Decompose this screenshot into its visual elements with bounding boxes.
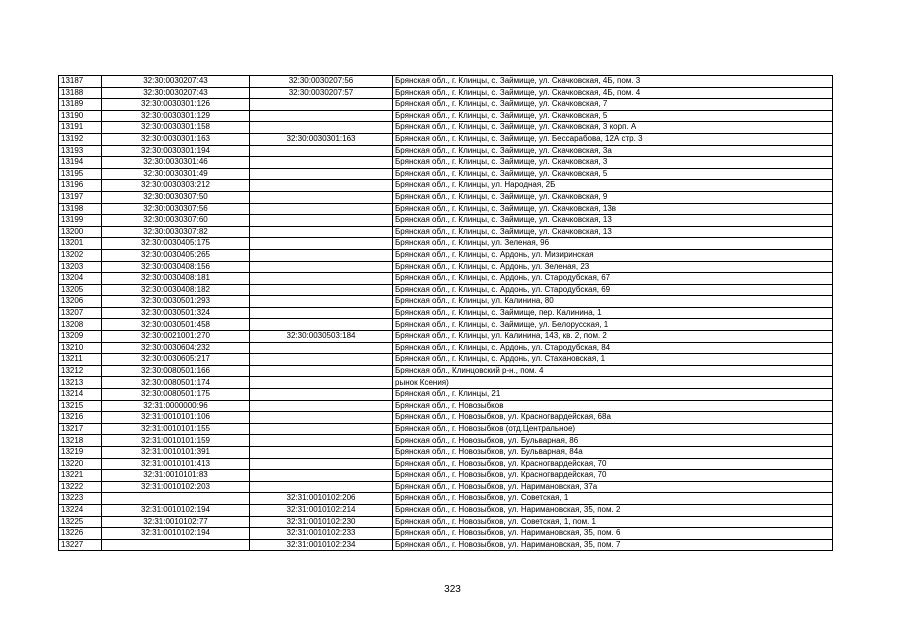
table-row bbox=[59, 145, 833, 157]
cadastral-number-cell: 32:31:0010101:159 bbox=[102, 435, 250, 447]
cadastral-number-cell: 32:30:0080501:175 bbox=[102, 389, 250, 401]
parent-cadastral-number-cell bbox=[250, 145, 393, 157]
parent-cadastral-number-cell bbox=[250, 458, 393, 470]
parent-cadastral-number-cell bbox=[250, 435, 393, 447]
table-row bbox=[59, 447, 833, 459]
parent-cadastral-number-cell bbox=[250, 365, 393, 377]
address-cell: Брянская обл., г. Новозыбков, ул. Наримановская, 35, пом. 2 bbox=[393, 504, 833, 516]
cadastral-number-cell: 32:30:0030301:126 bbox=[102, 99, 250, 111]
address-cell: Брянская обл., г. Клинцы, с. Ардонь, ул. Стародубская, 84 bbox=[393, 342, 833, 354]
table-row bbox=[59, 110, 833, 122]
parent-cadastral-number-cell bbox=[250, 99, 393, 111]
parent-cadastral-number-cell bbox=[250, 354, 393, 366]
row-number-cell: 13197 bbox=[59, 191, 102, 203]
parent-cadastral-number-cell: 32:31:0010102:206 bbox=[250, 493, 393, 505]
row-number-cell: 13214 bbox=[59, 389, 102, 401]
cadastral-number-cell: 32:30:0030301:49 bbox=[102, 168, 250, 180]
address-cell: Брянская обл., г. Клинцы, с. Займище, ул. Белорусская, 1 bbox=[393, 319, 833, 331]
address-cell: Брянская обл., г. Клинцы, ул. Зеленая, 96 bbox=[393, 238, 833, 250]
address-cell: Брянская обл., г. Новозыбков, ул. Красногвардейская, 70 bbox=[393, 470, 833, 482]
table-row bbox=[59, 157, 833, 169]
table-row bbox=[59, 516, 833, 528]
row-number-cell: 13205 bbox=[59, 284, 102, 296]
row-number-cell: 13210 bbox=[59, 342, 102, 354]
table-row bbox=[59, 87, 833, 99]
row-number-cell: 13217 bbox=[59, 423, 102, 435]
address-cell: Брянская обл., г. Новозыбков, ул. Красногвардейская, 70 bbox=[393, 458, 833, 470]
row-number-cell: 13209 bbox=[59, 331, 102, 343]
parent-cadastral-number-cell bbox=[250, 296, 393, 308]
row-number-cell: 13218 bbox=[59, 435, 102, 447]
address-cell: Брянская обл., г. Клинцы, ул. Калинина, 143, кв. 2, пом. 2 bbox=[393, 331, 833, 343]
row-number-cell: 13204 bbox=[59, 273, 102, 285]
address-cell: Брянская обл., г. Клинцы, с. Займище, ул. Скачковская, 3 корп. А bbox=[393, 122, 833, 134]
parent-cadastral-number-cell bbox=[250, 470, 393, 482]
parent-cadastral-number-cell bbox=[250, 238, 393, 250]
parent-cadastral-number-cell bbox=[250, 377, 393, 389]
table-row bbox=[59, 133, 833, 145]
row-number-cell: 13202 bbox=[59, 249, 102, 261]
cadastral-number-cell: 32:30:0030408:182 bbox=[102, 284, 250, 296]
parent-cadastral-number-cell bbox=[250, 215, 393, 227]
row-number-cell: 13222 bbox=[59, 481, 102, 493]
cadastral-number-cell: 32:30:0030307:82 bbox=[102, 226, 250, 238]
row-number-cell: 13213 bbox=[59, 377, 102, 389]
row-number-cell: 13223 bbox=[59, 493, 102, 505]
table-row bbox=[59, 539, 833, 551]
cadastral-number-cell: 32:30:0030307:60 bbox=[102, 215, 250, 227]
table-row bbox=[59, 458, 833, 470]
table-row bbox=[59, 342, 833, 354]
table-row bbox=[59, 528, 833, 540]
address-cell: Брянская обл., г. Клинцы, с. Ардонь, ул. Стахановская, 1 bbox=[393, 354, 833, 366]
cadastral-number-cell bbox=[102, 539, 250, 551]
parent-cadastral-number-cell: 32:31:0010102:230 bbox=[250, 516, 393, 528]
row-number-cell: 13207 bbox=[59, 307, 102, 319]
cadastral-number-cell: 32:30:0030605:217 bbox=[102, 354, 250, 366]
row-number-cell: 13193 bbox=[59, 145, 102, 157]
register-table-body bbox=[59, 76, 833, 551]
parent-cadastral-number-cell: 32:30:0030207:56 bbox=[250, 76, 393, 88]
parent-cadastral-number-cell: 32:30:0030301:163 bbox=[250, 133, 393, 145]
row-number-cell: 13216 bbox=[59, 412, 102, 424]
address-cell: Брянская обл., г. Клинцы, с. Займище, ул. Бессарабова, 12А стр. 3 bbox=[393, 133, 833, 145]
cadastral-number-cell: 32:30:0030405:175 bbox=[102, 238, 250, 250]
table-row bbox=[59, 319, 833, 331]
property-register-table bbox=[58, 75, 833, 551]
parent-cadastral-number-cell bbox=[250, 412, 393, 424]
row-number-cell: 13190 bbox=[59, 110, 102, 122]
address-cell: Брянская обл., г. Новозыбков, ул. Советская, 1, пом. 1 bbox=[393, 516, 833, 528]
row-number-cell: 13194 bbox=[59, 157, 102, 169]
address-cell: Брянская обл., г. Клинцы, с. Ардонь, ул. Зеленая, 23 bbox=[393, 261, 833, 273]
row-number-cell: 13226 bbox=[59, 528, 102, 540]
address-cell: Брянская обл., Клинцовский р-н., пом. 4 bbox=[393, 365, 833, 377]
table-row bbox=[59, 400, 833, 412]
table-row bbox=[59, 203, 833, 215]
cadastral-number-cell: 32:30:0030501:293 bbox=[102, 296, 250, 308]
table-row bbox=[59, 365, 833, 377]
parent-cadastral-number-cell bbox=[250, 249, 393, 261]
row-number-cell: 13215 bbox=[59, 400, 102, 412]
parent-cadastral-number-cell: 32:30:0030207:57 bbox=[250, 87, 393, 99]
cadastral-number-cell: 32:30:0080501:174 bbox=[102, 377, 250, 389]
table-row bbox=[59, 296, 833, 308]
row-number-cell: 13203 bbox=[59, 261, 102, 273]
table-row bbox=[59, 99, 833, 111]
table-row bbox=[59, 377, 833, 389]
page-number: 323 bbox=[444, 584, 461, 595]
cadastral-number-cell: 32:31:0010102:77 bbox=[102, 516, 250, 528]
cadastral-number-cell: 32:30:0030207:43 bbox=[102, 87, 250, 99]
table-row bbox=[59, 226, 833, 238]
parent-cadastral-number-cell bbox=[250, 307, 393, 319]
table-row bbox=[59, 261, 833, 273]
cadastral-number-cell: 32:31:0010101:413 bbox=[102, 458, 250, 470]
table-row bbox=[59, 249, 833, 261]
address-cell: Брянская обл., г. Новозыбков, ул. Красногвардейская, 68а bbox=[393, 412, 833, 424]
address-cell: рынок Ксения) bbox=[393, 377, 833, 389]
table-row bbox=[59, 76, 833, 88]
address-cell: Брянская обл., г. Клинцы, с. Займище, ул. Скачковская, 13в bbox=[393, 203, 833, 215]
row-number-cell: 13200 bbox=[59, 226, 102, 238]
address-cell: Брянская обл., г. Новозыбков, ул. Бульварная, 86 bbox=[393, 435, 833, 447]
parent-cadastral-number-cell bbox=[250, 168, 393, 180]
cadastral-number-cell: 32:31:0010101:106 bbox=[102, 412, 250, 424]
row-number-cell: 13192 bbox=[59, 133, 102, 145]
table-row bbox=[59, 238, 833, 250]
address-cell: Брянская обл., г. Клинцы, с. Займище, ул. Скачковская, 3 bbox=[393, 157, 833, 169]
parent-cadastral-number-cell bbox=[250, 481, 393, 493]
row-number-cell: 13195 bbox=[59, 168, 102, 180]
cadastral-number-cell: 32:31:0010101:155 bbox=[102, 423, 250, 435]
address-cell: Брянская обл., г. Новозыбков, ул. Наримановская, 37а bbox=[393, 481, 833, 493]
address-cell: Брянская обл., г. Клинцы, с. Ардонь, ул. Мизиринская bbox=[393, 249, 833, 261]
cadastral-number-cell: 32:30:0030207:43 bbox=[102, 76, 250, 88]
parent-cadastral-number-cell bbox=[250, 319, 393, 331]
cadastral-number-cell: 32:30:0030301:163 bbox=[102, 133, 250, 145]
cadastral-number-cell: 32:30:0030604:232 bbox=[102, 342, 250, 354]
cadastral-number-cell: 32:31:0010101:83 bbox=[102, 470, 250, 482]
parent-cadastral-number-cell bbox=[250, 157, 393, 169]
row-number-cell: 13198 bbox=[59, 203, 102, 215]
address-cell: Брянская обл., г. Клинцы, 21 bbox=[393, 389, 833, 401]
address-cell: Брянская обл., г. Клинцы, ул. Калинина, 80 bbox=[393, 296, 833, 308]
row-number-cell: 13201 bbox=[59, 238, 102, 250]
cadastral-number-cell: 32:31:0010102:203 bbox=[102, 481, 250, 493]
cadastral-number-cell: 32:30:0021001:270 bbox=[102, 331, 250, 343]
address-cell: Брянская обл., г. Клинцы, с. Займище, ул. Скачковская, 3а bbox=[393, 145, 833, 157]
cadastral-number-cell: 32:30:0030408:156 bbox=[102, 261, 250, 273]
parent-cadastral-number-cell bbox=[250, 191, 393, 203]
row-number-cell: 13211 bbox=[59, 354, 102, 366]
cadastral-number-cell bbox=[102, 493, 250, 505]
row-number-cell: 13191 bbox=[59, 122, 102, 134]
parent-cadastral-number-cell bbox=[250, 389, 393, 401]
address-cell: Брянская обл., г. Клинцы, с. Займище, ул. Скачковская, 13 bbox=[393, 226, 833, 238]
parent-cadastral-number-cell bbox=[250, 400, 393, 412]
address-cell: Брянская обл., г. Клинцы, с. Займище, ул. Скачковская, 9 bbox=[393, 191, 833, 203]
row-number-cell: 13188 bbox=[59, 87, 102, 99]
cadastral-number-cell: 32:30:0030405:265 bbox=[102, 249, 250, 261]
cadastral-number-cell: 32:30:0030303:212 bbox=[102, 180, 250, 192]
address-cell: Брянская обл., г. Клинцы, с. Займище, пер. Калинина, 1 bbox=[393, 307, 833, 319]
parent-cadastral-number-cell: 32:30:0030503:184 bbox=[250, 331, 393, 343]
table-row bbox=[59, 168, 833, 180]
table-row bbox=[59, 331, 833, 343]
table-row bbox=[59, 180, 833, 192]
address-cell: Брянская обл., г. Новозыбков, ул. Бульварная, 84а bbox=[393, 447, 833, 459]
row-number-cell: 13206 bbox=[59, 296, 102, 308]
row-number-cell: 13189 bbox=[59, 99, 102, 111]
cadastral-number-cell: 32:30:0030408:181 bbox=[102, 273, 250, 285]
address-cell: Брянская обл., г. Клинцы, с. Займище, ул. Скачковская, 5 bbox=[393, 110, 833, 122]
address-cell: Брянская обл., г. Новозыбков, ул. Наримановская, 35, пом. 6 bbox=[393, 528, 833, 540]
parent-cadastral-number-cell bbox=[250, 226, 393, 238]
parent-cadastral-number-cell bbox=[250, 447, 393, 459]
table-row bbox=[59, 215, 833, 227]
cadastral-number-cell: 32:30:0030307:50 bbox=[102, 191, 250, 203]
row-number-cell: 13224 bbox=[59, 504, 102, 516]
row-number-cell: 13221 bbox=[59, 470, 102, 482]
address-cell: Брянская обл., г. Новозыбков, ул. Советская, 1 bbox=[393, 493, 833, 505]
table-row bbox=[59, 493, 833, 505]
address-cell: Брянская обл., г. Клинцы, с. Займище, ул. Скачковская, 4Б, пом. 4 bbox=[393, 87, 833, 99]
address-cell: Брянская обл., г. Клинцы, с. Ардонь, ул. Стародубская, 69 bbox=[393, 284, 833, 296]
row-number-cell: 13187 bbox=[59, 76, 102, 88]
row-number-cell: 13199 bbox=[59, 215, 102, 227]
table-row bbox=[59, 435, 833, 447]
parent-cadastral-number-cell bbox=[250, 342, 393, 354]
address-cell: Брянская обл., г. Клинцы, с. Ардонь, ул. Стародубская, 67 bbox=[393, 273, 833, 285]
cadastral-number-cell: 32:30:0030301:194 bbox=[102, 145, 250, 157]
cadastral-number-cell: 32:30:0030301:46 bbox=[102, 157, 250, 169]
table-row bbox=[59, 389, 833, 401]
parent-cadastral-number-cell: 32:31:0010102:234 bbox=[250, 539, 393, 551]
cadastral-number-cell: 32:30:0080501:166 bbox=[102, 365, 250, 377]
address-cell: Брянская обл., г. Новозыбков, ул. Наримановская, 35, пом. 7 bbox=[393, 539, 833, 551]
table-row bbox=[59, 470, 833, 482]
address-cell: Брянская обл., г. Клинцы, с. Займище, ул. Скачковская, 4Б, пом. 3 bbox=[393, 76, 833, 88]
parent-cadastral-number-cell bbox=[250, 180, 393, 192]
table-row bbox=[59, 412, 833, 424]
cadastral-number-cell: 32:30:0030307:56 bbox=[102, 203, 250, 215]
parent-cadastral-number-cell bbox=[250, 261, 393, 273]
address-cell: Брянская обл., г. Клинцы, с. Займище, ул. Скачковская, 5 bbox=[393, 168, 833, 180]
table-row bbox=[59, 504, 833, 516]
cadastral-number-cell: 32:31:0000000:96 bbox=[102, 400, 250, 412]
cadastral-number-cell: 32:30:0030501:324 bbox=[102, 307, 250, 319]
table-row bbox=[59, 284, 833, 296]
row-number-cell: 13227 bbox=[59, 539, 102, 551]
address-cell: Брянская обл., г. Клинцы, с. Займище, ул. Скачковская, 7 bbox=[393, 99, 833, 111]
cadastral-number-cell: 32:31:0010101:391 bbox=[102, 447, 250, 459]
parent-cadastral-number-cell bbox=[250, 110, 393, 122]
table-row bbox=[59, 191, 833, 203]
address-cell: Брянская обл., г. Новозыбков bbox=[393, 400, 833, 412]
table-row bbox=[59, 273, 833, 285]
parent-cadastral-number-cell bbox=[250, 273, 393, 285]
row-number-cell: 13225 bbox=[59, 516, 102, 528]
parent-cadastral-number-cell bbox=[250, 203, 393, 215]
parent-cadastral-number-cell bbox=[250, 423, 393, 435]
cadastral-number-cell: 32:30:0030301:158 bbox=[102, 122, 250, 134]
table-row bbox=[59, 122, 833, 134]
parent-cadastral-number-cell: 32:31:0010102:233 bbox=[250, 528, 393, 540]
parent-cadastral-number-cell: 32:31:0010102:214 bbox=[250, 504, 393, 516]
table-row bbox=[59, 354, 833, 366]
cadastral-number-cell: 32:30:0030501:458 bbox=[102, 319, 250, 331]
table-row bbox=[59, 423, 833, 435]
address-cell: Брянская обл., г. Клинцы, ул. Народная, 2Б bbox=[393, 180, 833, 192]
row-number-cell: 13208 bbox=[59, 319, 102, 331]
cadastral-number-cell: 32:30:0030301:129 bbox=[102, 110, 250, 122]
address-cell: Брянская обл., г. Новозыбков (отд.Центральное) bbox=[393, 423, 833, 435]
cadastral-number-cell: 32:31:0010102:194 bbox=[102, 504, 250, 516]
row-number-cell: 13220 bbox=[59, 458, 102, 470]
row-number-cell: 13219 bbox=[59, 447, 102, 459]
row-number-cell: 13212 bbox=[59, 365, 102, 377]
row-number-cell: 13196 bbox=[59, 180, 102, 192]
address-cell: Брянская обл., г. Клинцы, с. Займище, ул. Скачковская, 13 bbox=[393, 215, 833, 227]
table-row bbox=[59, 307, 833, 319]
parent-cadastral-number-cell bbox=[250, 284, 393, 296]
parent-cadastral-number-cell bbox=[250, 122, 393, 134]
cadastral-number-cell: 32:31:0010102:194 bbox=[102, 528, 250, 540]
table-row bbox=[59, 481, 833, 493]
